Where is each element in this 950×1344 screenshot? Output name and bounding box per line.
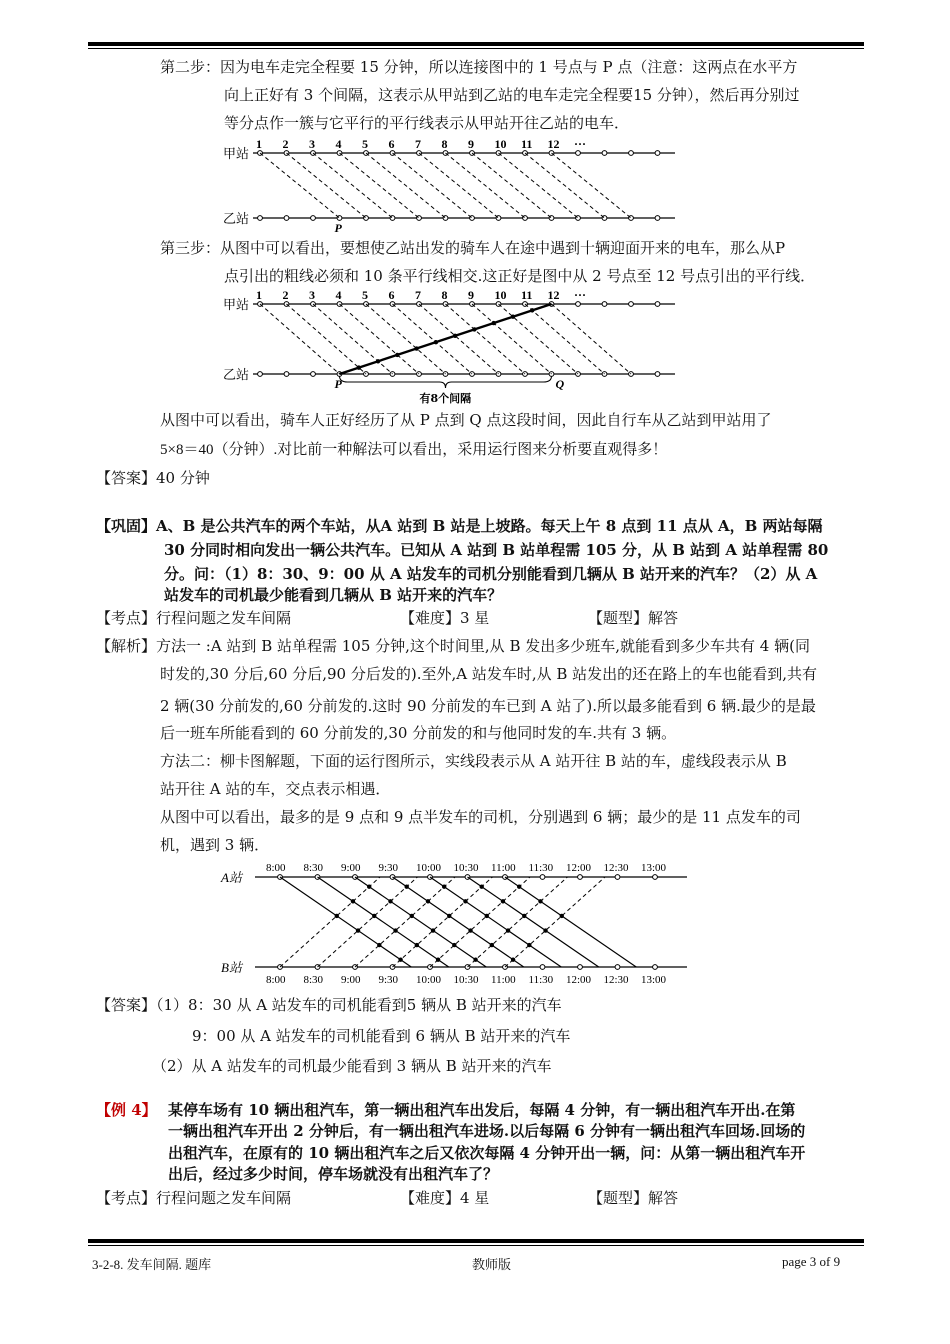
top-point (576, 151, 581, 156)
meeting-dot (522, 914, 526, 918)
top-number-label: ··· (574, 137, 587, 151)
a-time-point (615, 875, 620, 880)
meeting-dot (490, 943, 494, 947)
header-rule (88, 42, 864, 46)
jiexi-line2: 时发的,30 分后,60 分后,90 分后发的).至外,A 站发车时,从 B 站发出的还在路上的车也能看到,共有 (160, 665, 817, 683)
b-to-a-dashed-line (393, 877, 493, 967)
tram-dashed-line (340, 304, 420, 374)
a-time-label: 13:00 (641, 862, 667, 874)
meeting-dot (501, 899, 505, 903)
top-station-label: 甲站 (223, 298, 250, 313)
top-point (655, 151, 660, 156)
a-to-b-solid-line (318, 877, 449, 967)
step2-line3: 等分点作一簇与它平行的平行线表示从甲站开往乙站的电车． (224, 114, 630, 132)
bottom-station-label: 乙站 (223, 368, 250, 383)
bottom-point (655, 372, 660, 377)
point-q-label: Q (555, 377, 565, 391)
bottom-point (311, 216, 316, 221)
a-time-point (540, 875, 545, 880)
tram-dashed-line (552, 304, 632, 374)
top-number-label: 4 (335, 137, 342, 151)
top-point (602, 151, 607, 156)
top-number-label: 8 (441, 288, 448, 302)
header-rule-thin (88, 48, 864, 49)
b-time-label: 8:00 (266, 974, 286, 986)
gonggu-line2: 30 分同时相向发出一辆公共汽车。已知从 A 站到 B 站单程需 105 分，从 B 站到 A 站单程需 80 (164, 541, 829, 559)
meeting-dot (511, 958, 515, 962)
diagram-1 (215, 135, 675, 235)
interval-brace (340, 376, 552, 388)
answer2-line1: 【答案】（1）8：30 从 A 站发车的司机能看到5 辆从 B 站开来的汽车 (96, 996, 562, 1014)
b-time-point (653, 965, 658, 970)
a-time-label: 9:00 (341, 862, 361, 874)
jiexi-line7: 从图中可以看出，最多的是 9 点和 9 点半发车的司机，分别遇到 6 辆；最少的是 11 点发车的司 (160, 808, 801, 826)
tram-dashed-line (499, 153, 579, 218)
cyclist-thick-line (340, 304, 552, 374)
meta1-nandu: 【难度】3 星 (400, 609, 490, 627)
a-to-b-solid-line (393, 877, 524, 967)
top-point (602, 302, 607, 307)
top-number-label: 6 (388, 288, 395, 302)
meta1-kaodian: 【考点】行程问题之发车间隔 (96, 609, 292, 627)
a-time-label: 9:30 (378, 862, 399, 874)
meeting-dot (479, 885, 483, 889)
jiexi-line4: 后一班车所能看到的 60 分前发的,30 分前发的和与他同时发的车.共有 3 辆。 (160, 724, 677, 742)
top-number-label: 2 (282, 288, 289, 302)
tram-dashed-line (287, 304, 367, 374)
footer-rule (88, 1239, 864, 1243)
meeting-dot (506, 928, 510, 932)
top-number-label: 1 (256, 288, 262, 302)
bottom-point (284, 372, 289, 377)
bottom-point (258, 372, 263, 377)
meeting-dot (442, 885, 446, 889)
meeting-dot (517, 885, 521, 889)
meta1-tixing: 【题型】解答 (588, 609, 679, 627)
tram-dashed-line (419, 153, 499, 218)
a-time-point (578, 875, 583, 880)
a-to-b-solid-line (280, 877, 411, 967)
top-number-label: 8 (441, 137, 448, 151)
gonggu-line1: 【巩固】A、B 是公共汽车的两个车站，从A 站到 B 站是上坡路。每天上午 8 点到 11 点从 A，B 两站每隔 (96, 517, 823, 535)
b-time-label: 10:30 (453, 974, 479, 986)
bottom-station-label: 乙站 (223, 212, 250, 227)
b-time-label: 10:00 (416, 974, 442, 986)
a-time-label: 11:00 (491, 862, 516, 874)
tram-dashed-line (287, 153, 367, 218)
intersection-dot (376, 359, 380, 363)
meta2-tixing: 【题型】解答 (588, 1189, 679, 1207)
point-p-label: P (334, 221, 342, 235)
bottom-point (284, 216, 289, 221)
meeting-dot (452, 943, 456, 947)
meeting-dot (543, 928, 547, 932)
intersection-dot (453, 334, 457, 338)
gonggu-line4: 站发车的司机最少能看到几辆从 B 站开来的汽车？ (164, 586, 503, 604)
a-time-label: 10:30 (453, 862, 479, 874)
tram-dashed-line (260, 304, 340, 374)
answer2-line2: 9：00 从 A 站发车的司机能看到 6 辆从 B 站开来的汽车 (192, 1027, 571, 1045)
top-number-label: 7 (415, 137, 421, 151)
a-to-b-solid-line (355, 877, 486, 967)
meeting-dot (463, 899, 467, 903)
a-time-label: 12:30 (603, 862, 629, 874)
a-time-label: 10:00 (416, 862, 442, 874)
b-to-a-dashed-line (468, 877, 568, 967)
meeting-dot (560, 914, 564, 918)
meeting-dot (485, 914, 489, 918)
intersection-dot (414, 346, 418, 350)
jiexi-line1: 【解析】方法一 :A 站到 B 站单程需 105 分钟,这个时间里,从 B 发出多少班车,就能看到多少车共有 4 辆(同 (96, 637, 810, 655)
conclusion-line1: 从图中可以看出，骑车人正好经历了从 P 点到 Q 点这段时间，因此自行车从乙站到甲站用了 (160, 411, 772, 429)
jiexi-line5: 方法二：柳卡图解题，下面的运行图所示，实线段表示从 A 站开往 B 站的车，虚线段表示从 B (160, 752, 787, 770)
step3-line1: 第三步：从图中可以看出，要想使乙站出发的骑车人在途中遇到十辆迎面开来的电车，那么从P (160, 239, 786, 257)
top-number-label: 12 (547, 137, 560, 151)
point-p-label: P (334, 377, 342, 391)
a-to-b-solid-line (430, 877, 561, 967)
top-point (655, 302, 660, 307)
b-time-label: 8:30 (303, 974, 324, 986)
top-number-label: 6 (388, 137, 395, 151)
example4-line3: 出租汽车，在原有的 10 辆出租汽车之后又依次每隔 4 分钟开出一辆，问：从第一辆出租汽车开 (168, 1144, 806, 1162)
footer-left: 3-2-8. 发车间隔. 题库 (92, 1257, 212, 1272)
a-to-b-solid-line (505, 877, 636, 967)
tram-dashed-line (313, 153, 393, 218)
tram-dashed-line (499, 304, 579, 374)
top-number-label: 7 (415, 288, 421, 302)
tram-dashed-line (446, 304, 526, 374)
tram-dashed-line (552, 153, 632, 218)
meeting-dot (404, 885, 408, 889)
meeting-dot (410, 914, 414, 918)
intersection-dot (472, 327, 476, 331)
a-station-label: A站 (221, 870, 242, 885)
b-to-a-dashed-line (430, 877, 530, 967)
jiexi-line6: 站开往 A 站的车，交点表示相遇． (160, 780, 391, 798)
a-time-point (653, 875, 658, 880)
top-number-label: 10 (494, 137, 507, 151)
meeting-dot (335, 914, 339, 918)
top-number-label: 5 (362, 137, 368, 151)
example4-line2: 一辆出租汽车开出 2 分钟后，有一辆出租汽车进场.以后每隔 6 分钟有一辆出租汽车回场.回场的 (168, 1122, 806, 1140)
top-number-label: 10 (494, 288, 507, 302)
meeting-dot (436, 958, 440, 962)
intersection-dot (357, 365, 361, 369)
top-number-label: 11 (521, 137, 533, 151)
a-time-label: 8:00 (266, 862, 286, 874)
top-number-label: 11 (521, 288, 533, 302)
top-point (576, 302, 581, 307)
meeting-dot (393, 928, 397, 932)
tram-dashed-line (446, 153, 526, 218)
a-time-label: 12:00 (566, 862, 592, 874)
top-number-label: 5 (362, 288, 368, 302)
top-number-label: 9 (468, 288, 474, 302)
answer-1: 【答案】40 分钟 (96, 469, 210, 487)
b-time-label: 9:00 (341, 974, 361, 986)
b-time-point (578, 965, 583, 970)
tram-dashed-line (393, 304, 473, 374)
tram-dashed-line (366, 153, 446, 218)
meeting-dot (447, 914, 451, 918)
b-station-label: B站 (221, 960, 242, 975)
meeting-dot (377, 943, 381, 947)
tram-dashed-line (472, 153, 552, 218)
intersection-dot (395, 353, 399, 357)
intersection-dot (511, 315, 515, 319)
top-point (629, 302, 634, 307)
b-to-a-dashed-line (505, 877, 605, 967)
b-time-label: 11:00 (491, 974, 516, 986)
brace-label: 有8个间隔 (419, 392, 472, 405)
b-time-label: 12:00 (566, 974, 592, 986)
step3-line2: 点引出的粗线必须和 10 条平行线相交.这正好是图中从 2 号点至 12 号点引出的平行线． (224, 267, 816, 285)
top-number-label: 2 (282, 137, 289, 151)
diagram-2 (215, 286, 675, 408)
tram-dashed-line (472, 304, 552, 374)
example4-line1: 某停车场有 10 辆出租汽车，第一辆出租汽车出发后，每隔 4 分钟，有一辆出租汽车开出.在第 (168, 1101, 796, 1119)
b-to-a-dashed-line (280, 877, 380, 967)
top-number-label: 4 (335, 288, 342, 302)
footer-center: 教师版 (472, 1257, 512, 1272)
top-number-label: 3 (309, 288, 315, 302)
b-time-label: 13:00 (641, 974, 667, 986)
footer-right: page 3 of 9 (782, 1254, 841, 1269)
b-time-label: 9:30 (378, 974, 399, 986)
meeting-dot (538, 899, 542, 903)
b-time-point (615, 965, 620, 970)
meeting-dot (367, 885, 371, 889)
b-time-point (540, 965, 545, 970)
answer2-line3: （2）从 A 站发车的司机最少能看到 3 辆从 B 站开来的汽车 (152, 1057, 552, 1075)
jiexi-line3: 2 辆(30 分前发的,60 分前发的.这时 90 分前发的车已到 A 站了).所以最多能看到 6 辆.最少的是最 (160, 697, 816, 715)
tram-dashed-line (393, 153, 473, 218)
b-time-label: 12:30 (603, 974, 629, 986)
meta2-nandu: 【难度】4 星 (400, 1189, 490, 1207)
b-to-a-dashed-line (318, 877, 418, 967)
b-to-a-dashed-line (355, 877, 455, 967)
top-number-label: 9 (468, 137, 474, 151)
bottom-point (258, 216, 263, 221)
top-number-label: ··· (574, 288, 587, 302)
tram-dashed-line (525, 304, 605, 374)
meeting-dot (473, 958, 477, 962)
a-time-label: 11:30 (528, 862, 554, 874)
meeting-dot (415, 943, 419, 947)
meeting-dot (431, 928, 435, 932)
gonggu-line3: 分。问：（1）8：30、9：00 从 A 站发车的司机分别能看到几辆从 B 站开来的汽车？（2）从 A (164, 565, 818, 583)
diagram-3 (215, 855, 695, 990)
tram-dashed-line (260, 153, 340, 218)
tram-dashed-line (313, 304, 393, 374)
intersection-dot (530, 308, 534, 312)
top-station-label: 甲站 (223, 147, 250, 162)
meeting-dot (351, 899, 355, 903)
example4-tag: 【例 4】 (96, 1101, 157, 1119)
meeting-dot (388, 899, 392, 903)
meeting-dot (398, 958, 402, 962)
meeting-dot (356, 928, 360, 932)
meeting-dot (527, 943, 531, 947)
top-number-label: 12 (547, 288, 560, 302)
tram-dashed-line (525, 153, 605, 218)
step2-line2: 向上正好有 3 个间隔，这表示从甲站到乙站的电车走完全程要15 分钟），然后再分别过 (224, 86, 800, 104)
meta2-kaodian: 【考点】行程问题之发车间隔 (96, 1189, 292, 1207)
footer-rule-thin (88, 1245, 864, 1246)
meeting-dot (372, 914, 376, 918)
top-number-label: 1 (256, 137, 262, 151)
tram-dashed-line (419, 304, 499, 374)
intersection-dot (491, 321, 495, 325)
example4-line4: 出后，经过多少时间，停车场就没有出租汽车了？ (168, 1165, 499, 1183)
tram-dashed-line (340, 153, 420, 218)
tram-dashed-line (366, 304, 446, 374)
conclusion-line2: 5×8＝40（分钟）.对比前一种解法可以看出，采用运行图来分析要直观得多！ (160, 442, 668, 458)
top-number-label: 3 (309, 137, 315, 151)
b-time-label: 11:30 (528, 974, 554, 986)
bottom-point (311, 372, 316, 377)
a-to-b-solid-line (468, 877, 599, 967)
step2-line1: 第二步：因为电车走完全程要 15 分钟，所以连接图中的 1 号点与 P 点（注意：这两点在水平方 (160, 58, 798, 76)
jiexi-line8: 机，遇到 3 辆． (160, 836, 270, 854)
intersection-dot (434, 340, 438, 344)
bottom-point (655, 216, 660, 221)
top-point (629, 151, 634, 156)
meeting-dot (426, 899, 430, 903)
a-time-label: 8:30 (303, 862, 324, 874)
meeting-dot (468, 928, 472, 932)
